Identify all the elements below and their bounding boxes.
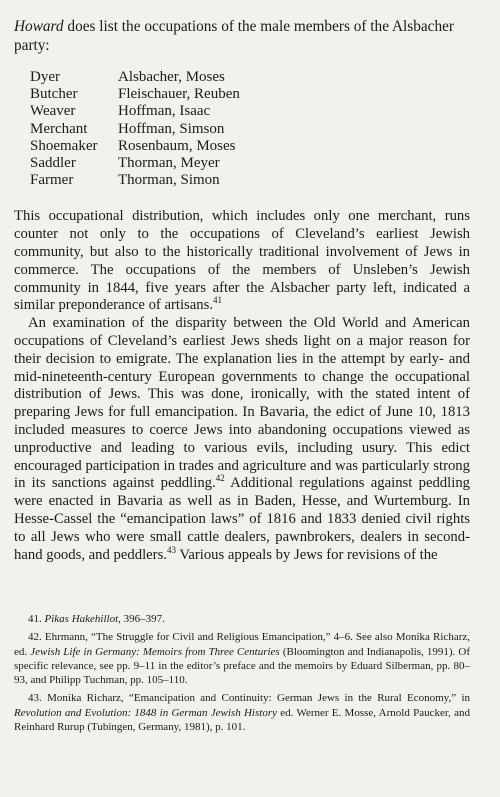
footnotes	[14, 612, 470, 738]
occupation-cell: Shoemaker	[30, 137, 98, 154]
occupation-cell: Saddler	[30, 155, 76, 172]
member-name-cell: Fleischauer, Reuben	[118, 86, 240, 103]
footnote-41-title: Pikas Hakehillot	[44, 613, 119, 625]
paragraph-2-text-c: Various appeals by Jews for revisions of the	[175, 546, 438, 563]
occupation-cell: Weaver	[30, 103, 76, 120]
footnote-43-text-b: ed. Werner E. Mosse, Arnold Paucker, and Reinhard Rurup (Tubingen, Germany, 1981), p. 101.	[14, 706, 470, 734]
footnote-42-text-a: 42. Ehrmann, “The Struggle for Civil and Religious Emancipation,” 4–6. See also Monika Richarz, ed.	[14, 631, 470, 658]
paragraph-1	[14, 208, 470, 315]
member-name-cell: Hoffman, Simson	[118, 120, 225, 137]
footnote-ref-41: 41	[213, 295, 223, 306]
occupation-table	[30, 69, 240, 189]
occupation-cell: Merchant	[30, 120, 88, 137]
occupation-cell: Butcher	[30, 86, 78, 103]
table-row	[30, 155, 240, 172]
member-name-cell: Alsbacher, Moses	[118, 69, 225, 85]
table-row	[30, 121, 240, 138]
footnote-43-title: Revolution and Evolution: 1848 in German Jewish History	[14, 706, 277, 719]
body-text	[14, 208, 470, 564]
footnote-42-text-b: (Bloomington and Indianapolis, 1991). Of specific relevance, see pp. 9–11 in the editor’s preface and the memoirs by Eduard Silberman, pp. 80–93, and Philipp Tuchman, pp. 105–110.	[14, 645, 471, 687]
intro-paragraph	[14, 17, 470, 55]
footnote-42-title: Jewish Life in Germany: Memoirs from Three Centuries	[30, 645, 280, 658]
footnote-ref-43: 43	[166, 544, 176, 555]
occupation-cell: Farmer	[30, 172, 74, 189]
table-row	[30, 86, 240, 103]
paragraph-2	[14, 315, 470, 564]
intro-lead-name: Howard	[14, 18, 64, 35]
footnote-41	[14, 612, 470, 626]
table-row	[30, 172, 240, 189]
paragraph-2-text-b: Additional regulations against peddling were enacted in Bavaria as well as in Baden, Hesse, and Wurtemburg. In Hesse-Cassel the “emancipation laws” of 1816 and 1833 denied civil rights to all Jews who were small cattle dealers, pawnbrokers, dealers in second-hand goods, and peddlers.	[14, 475, 471, 563]
intro-text: does list the occupations of the male members of the Alsbacher party:	[14, 18, 454, 54]
footnote-41-number: 41.	[28, 613, 45, 625]
footnote-43-text-a: 43. Monika Richarz, “Emancipation and Continuity: German Jews in the Rural Economy,” in	[28, 692, 470, 705]
table-row	[30, 138, 240, 155]
member-name-cell: Thorman, Simon	[118, 172, 220, 189]
paragraph-1-text: This occupational distribution, which includes only one merchant, runs counter not only to the occupations of Cleveland’s earliest Jewish community, but also to the historically traditional involvement of Jews in commerce. The occupations of the members of Unsleben’s Jewish community in 1844, five years after the Alsbacher party left, indicated a similar preponderance of artisans.	[14, 208, 470, 314]
member-name-cell: Hoffman, Isaac	[118, 103, 211, 120]
footnote-42	[14, 630, 470, 687]
table-row	[30, 69, 240, 86]
footnote-43	[14, 691, 470, 734]
occupation-cell: Dyer	[30, 69, 60, 85]
member-name-cell: Thorman, Meyer	[118, 155, 220, 172]
paragraph-2-text-a: An examination of the disparity between the Old World and American occupations of Cleveland’s earliest Jews sheds light on a major reason for their decision to emigrate. The explanation lies in the attempt by early- and mid-nineteenth-century European governments to change the occupational distribution of Jews. This was done, ironically, with the stated intent of preparing Jews for full emancipation. In Bavaria, the edict of June 10, 1813 included measures to coerce Jews into abandoning occupations viewed as unproductive and leading to various evils, including usury. This edict encouraged participation in trades and agriculture and was particularly strong in its sanctions against peddling.	[14, 315, 470, 492]
table-row	[30, 103, 240, 120]
footnote-ref-42: 42	[215, 473, 225, 484]
member-name-cell: Rosenbaum, Moses	[118, 137, 236, 154]
footnote-41-pages: , 396–397.	[118, 613, 165, 625]
